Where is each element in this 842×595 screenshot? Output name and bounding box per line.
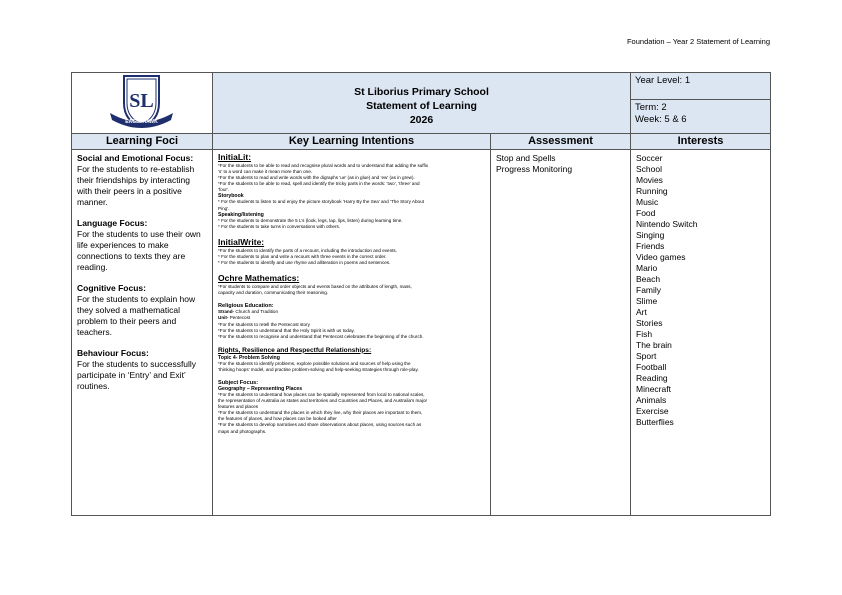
interest-item: Food [636,208,656,218]
column-header-interests: Interests [631,134,771,150]
statement-table [71,72,771,516]
intent-line: * For the students to plan and write a recount with three events in the correct order. [218,253,387,259]
key-learning-intentions-cell [213,150,491,516]
intent-line: *For students to compare and order objects and events based on the attributes of length, mass, [218,284,412,290]
interest-item: Singing [636,230,665,240]
intent-heading: Subject Focus: [218,379,259,386]
focus-text: For the students to explain how they solved a mathematical problem to their peers and teachers. [77,294,196,337]
intent-line: * For the students to demonstrate the 5 L’s (look, legs, lap, lips, listen) during learning time. [218,217,403,223]
interest-item: The brain [636,340,672,350]
interest-item: Family [636,285,662,295]
strand-value: Church and Tradition [234,309,278,315]
interest-item: Music [636,197,659,207]
intent-line: *For the students to identify problems, explore possible solutions and sources of help using the [218,360,411,366]
interest-item: Football [636,362,667,372]
intent-line: Ping’. [218,205,230,211]
intent-initialwrite [218,237,485,266]
header-note: Foundation – Year 2 Statement of Learning [626,37,770,46]
assessment-list [496,153,625,175]
intent-heading: InitiaLit: [218,152,252,162]
assessment-cell [491,150,631,516]
column-header-key-learning-intentions: Key Learning Intentions [213,134,491,150]
focus-language [77,218,207,273]
interest-item: Sport [636,351,657,361]
intent-heading: Rights, Resilience and Respectful Relationships: [218,346,372,354]
column-header-learning-foci: Learning Foci [72,134,213,150]
interest-item: Animals [636,395,667,405]
school-name: St Liborius Primary School [354,86,489,98]
unit-label: Unit- [218,315,229,321]
document-title: Statement of Learning [366,100,477,112]
focus-cognitive [77,283,207,338]
intent-religious-education [218,303,485,339]
interests-cell [631,150,771,516]
focus-text: For the students to use their own life experiences to make connections to texts they are reading. [77,229,201,272]
logo-banner-text: EAGLEHAWK [125,119,158,125]
learning-foci-cell [72,150,213,516]
interest-item: Butterflies [636,417,674,427]
intent-subject-focus [218,380,485,435]
intent-subheading: Geography – Representing Places [218,385,303,392]
interest-item: Mario [636,263,658,273]
intent-line: *For the students to understand how places can be spatially represented from local to national scales, [218,391,425,397]
intent-line: ‘four’. [218,187,230,193]
interest-item: Friends [636,241,665,251]
intent-line: *For the students to retell the Pentecost story [218,321,310,327]
intent-line: capacity and duration, communicating their reasoning. [218,290,329,296]
intent-initialit [218,152,485,230]
document-year: 2026 [409,114,434,126]
focus-heading: Cognitive Focus: [77,283,146,293]
intent-subheading: Storybook [218,193,244,200]
intent-line: *For the students to develop narratives and share observations about places, using sources such as [218,422,422,428]
interest-item: Beach [636,274,661,284]
intent-ochre-mathematics [218,273,485,296]
assessment-item: Stop and Spells [496,153,556,163]
interest-item: Stories [636,318,663,328]
interest-item: Reading [636,373,668,383]
intent-line: *For the students to be able to read and recognise plural words and to understand that adding the suffix [218,163,429,168]
intent-line: *For the students to understand the places in which they live, why their places are important to them, [218,410,423,416]
focus-social-emotional [77,153,207,208]
intent-subheading: Topic 4- Problem Solving [218,354,280,361]
interest-item: Slime [636,296,658,306]
interest-item: Movies [636,175,663,185]
focus-heading: Behaviour Focus: [77,348,149,358]
interest-item: Running [636,186,668,196]
logo-initials: SL [129,90,154,112]
interest-item: Art [636,307,647,317]
intent-line: *For the students to identify the parts of a recount, including the introduction and events. [218,247,398,253]
column-header-assessment: Assessment [491,134,631,150]
strand-label: Strand- [218,309,235,315]
school-crest-logo [72,73,211,130]
intent-line: * For the students to listen to and enjoy the picture storybook ‘Harry By the Sea’ and ‘The Story About [218,199,424,205]
interest-item: Exercise [636,406,669,416]
focus-text: For the students to re-establish their friendships by interacting with their peers in a positive manner. [77,164,195,207]
assessment-item: Progress Monitoring [496,164,573,174]
interest-item: Nintendo Switch [636,219,698,229]
interest-item: Fish [636,329,653,339]
logo-cell [72,73,213,134]
intent-line: features and places [218,404,259,410]
week: Week: 5 & 6 [635,114,687,125]
focus-behaviour [77,348,207,392]
focus-heading: Social and Emotional Focus: [77,153,194,163]
term: Term: 2 [635,102,667,113]
unit-value: Pentecost [228,315,251,321]
focus-text: For the students to successfully participate in ‘Entry’ and Exit’ routines. [77,359,197,391]
intent-line: the features of places, and how places can be looked after [218,416,337,422]
intent-line: the representation of Australia as states and territories and Countries and Places, and Australia’s major [218,398,428,404]
title-cell [213,73,631,134]
intent-heading: Religious Education: [218,303,274,310]
interests-list [636,153,765,428]
intent-line: maps and photographs. [218,428,267,434]
interest-item: Soccer [636,153,663,163]
interest-item: School [636,164,662,174]
intent-line: ‘thinking hoops’ model, and practise problem-solving and help-seeking strategies through role-play. [218,366,419,372]
intent-line: *For the students to understand that the Holy Spirit is with us today. [218,327,355,333]
intent-line: *For the students to recognise and understand that Pentecost celebrates the beginning of the church. [218,333,424,339]
focus-heading: Language Focus: [77,218,148,228]
interest-item: Minecraft [636,384,671,394]
intent-subheading: Speaking/listening [218,211,264,218]
term-week-cell [631,100,771,134]
intent-heading: Ochre Mathematics: [218,273,300,284]
intent-rights-resilience [218,347,485,373]
intent-line: *For the students to read and write words with the digraphs ‘ue’ (as in glue) and ‘ew’ (as in grew). [218,175,415,181]
intent-line: ‘s’ to a word can make it mean more than one. [218,169,313,175]
interest-item: Video games [636,252,686,262]
intent-line: * For the students to identify and use rhyme and alliteration in poems and sentences. [218,260,391,266]
intent-line: *For the students to be able to read, spell and identify the tricky parts in the words: ‘two’, ‘three’ and [218,181,420,187]
year-level: Year Level: 1 [635,75,691,86]
year-level-cell [631,73,771,100]
intent-line: * For the students to take turns in conversations with others. [218,223,341,229]
intent-heading: InitialWrite: [218,236,265,247]
